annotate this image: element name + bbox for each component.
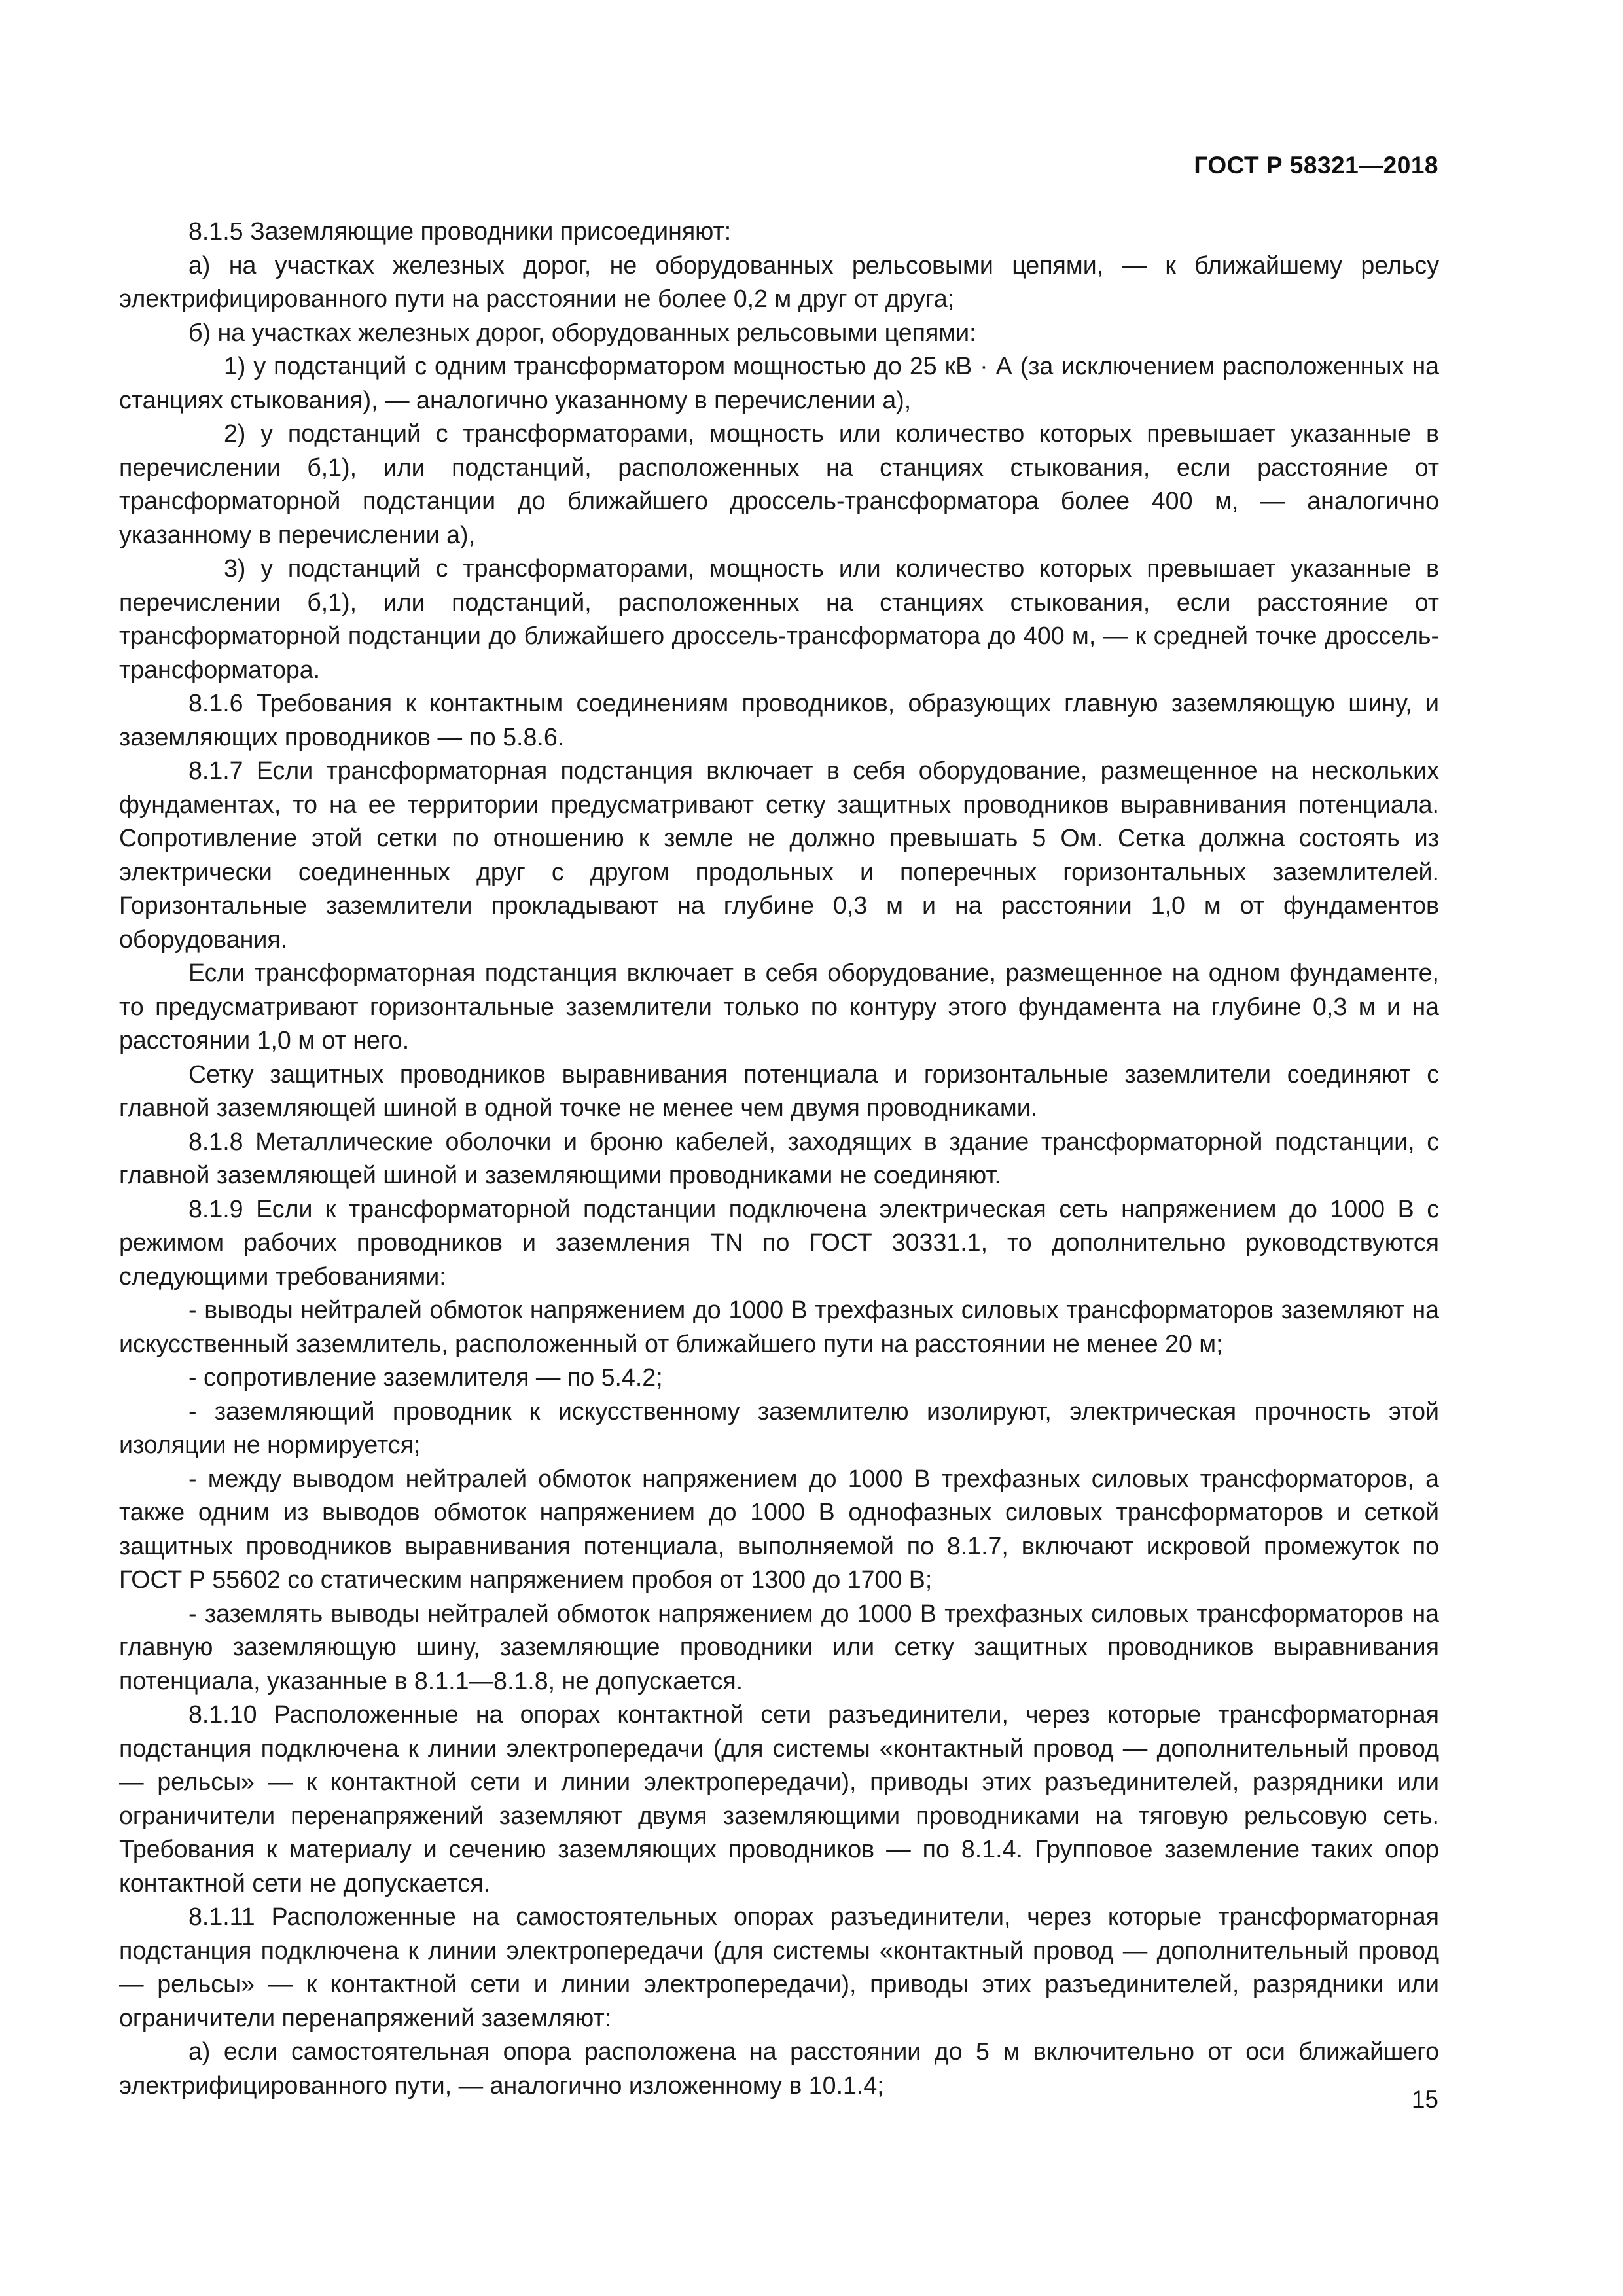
list-item-b-2: 2) у подстанций с трансформаторами, мощность или количество которых превышает указанные в перечислении б,1), или подстанций, расположенных на станциях стыкования, если расстояние от трансформаторной подстанции до ближайшего дроссель-трансформатора более 400 м, — аналогично указанному в перечислении а), [119,420,1439,548]
list-item-a: а) на участках железных дорог, не оборудованных рельсовыми цепями, — к ближайшему рельсу электрифицированного пути на расстоянии не более 0,2 м друг от друга; [119,251,1439,312]
dash-item-2: - сопротивление заземлителя — по 5.4.2; [188,1363,663,1391]
list-item-b-1: 1) у подстанций с одним трансформатором мощностью до 25 кВ · А (за исключением расположенных на станциях стыкования), — аналогично указанному в перечислении а), [119,352,1439,414]
page-number: 15 [1411,2086,1438,2113]
paragraph-8-1-7-cont-1: Если трансформаторная подстанция включает в себя оборудование, размещенное на одном фундаменте, то предусматривают горизонтальные заземлители только по контуру этого фундамента на глубине 0,3 м и на расстоянии 1,0 м от него. [119,959,1439,1054]
dash-item-1: - выводы нейтралей обмоток напряжением до 1000 В трехфазных силовых трансформаторов заземляют на искусственный заземлитель, расположенный от ближайшего пути на расстоянии не менее 20 м; [119,1296,1439,1357]
dash-item-3: - заземляющий проводник к искусственному заземлителю изолируют, электрическая прочность этой изоляции не нормируется; [119,1397,1439,1458]
document-body [119,215,1439,2102]
paragraph-8-1-10: 8.1.10 Расположенные на опорах контактной сети разъединители, через которые трансформаторная подстанция подключена к линии электропередачи (для системы «контактный провод — дополнительный провод — рельсы» — к контактной сети и линии электропередачи), приводы этих разъединителей, разрядники или ограничители перенапряжений заземляют двумя заземляющими проводниками на тяговую рельсовую сеть. Требования к материалу и сечению заземляющих проводников — по 8.1.4. Групповое заземление таких опор контактной сети не допускается. [119,1700,1439,1897]
paragraph-8-1-7: 8.1.7 Если трансформаторная подстанция включает в себя оборудование, размещенное на нескольких фундаментах, то на ее территории предусматривают сетку защитных проводников выравнивания потенциала. Сопротивление этой сетки по отношению к земле не должно превышать 5 Ом. Сетка должна состоять из электрически соединенных друг с другом продольных и поперечных горизонтальных заземлителей. Горизонтальные заземлители прокладывают на глубине 0,3 м и на расстоянии 1,0 м от фундаментов оборудования. [119,757,1439,953]
paragraph-8-1-6: 8.1.6 Требования к контактным соединениям проводников, образующих главную заземляющую шину, и заземляющих проводников — по 5.8.6. [119,689,1439,751]
list-item-b-3: 3) у подстанций с трансформаторами, мощность или количество которых превышает указанные в перечислении б,1), или подстанций, расположенных на станциях стыкования, если расстояние от трансформаторной подстанции до ближайшего дроссель-трансформатора до 400 м, — к средней точке дроссель-трансформатора. [119,554,1439,683]
paragraph-8-1-5: 8.1.5 Заземляющие проводники присоединяют: [188,217,732,245]
dash-item-4: - между выводом нейтралей обмоток напряжением до 1000 В трехфазных силовых трансформаторов, а также одним из выводов обмоток напряжением до 1000 В однофазных силовых трансформаторов и сеткой защитных проводников выравнивания потенциала, выполняемой по 8.1.7, включают искровой промежуток по ГОСТ Р 55602 со статическим напряжением пробоя от 1300 до 1700 В; [119,1464,1439,1593]
paragraph-8-1-8: 8.1.8 Металлические оболочки и броню кабелей, заходящих в здание трансформаторной подстанции, с главной заземляющей шиной и заземляющими проводниками не соединяют. [119,1127,1439,1189]
paragraph-8-1-9: 8.1.9 Если к трансформаторной подстанции подключена электрическая сеть напряжением до 1000 В с режимом рабочих проводников и заземления TN по ГОСТ 30331.1, то дополнительно руководствуются следующими требованиями: [119,1194,1439,1290]
list-item-b: б) на участках железных дорог, оборудованных рельсовыми цепями: [188,318,976,346]
dash-item-5: - заземлять выводы нейтралей обмоток напряжением до 1000 В трехфазных силовых трансформаторов на главную заземляющую шину, заземляющие проводники или сетку защитных проводников выравнивания потенциала, указанные в 8.1.1—8.1.8, не допускается. [119,1599,1439,1695]
list-item-a-final: а) если самостоятельная опора расположена на расстоянии до 5 м включительно от оси ближайшего электрифицированного пути, — аналогично изложенному в 10.1.4; [119,2037,1439,2099]
paragraph-8-1-11: 8.1.11 Расположенные на самостоятельных опорах разъединители, через которые трансформаторная подстанция подключена к линии электропередачи (для системы «контактный провод — дополнительный провод — рельсы» — к контактной сети и линии электропередачи), приводы этих разъединителей, разрядники или ограничители перенапряжений заземляют: [119,1903,1439,2032]
document-code-header: ГОСТ Р 58321—2018 [1194,152,1438,179]
paragraph-8-1-7-cont-2: Сетку защитных проводников выравнивания потенциала и горизонтальные заземлители соединяют с главной заземляющей шиной в одной точке не менее чем двумя проводниками. [119,1060,1439,1121]
